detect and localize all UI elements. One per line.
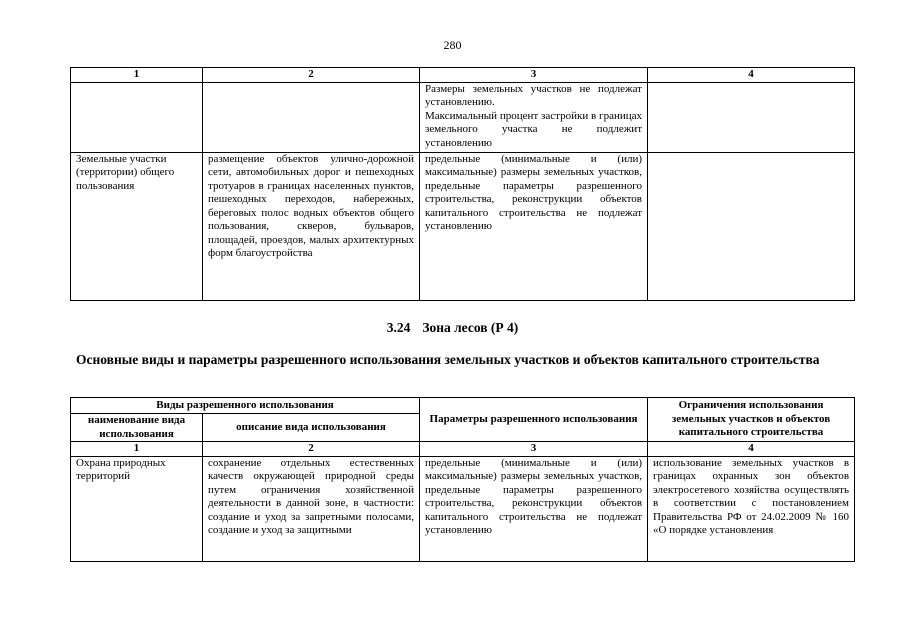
zone-table bbox=[70, 397, 855, 562]
header-restrictions: Ограничения использования земельных участков и объектов капитального строительства bbox=[648, 398, 855, 442]
header-row bbox=[71, 398, 855, 414]
cell-parameters bbox=[420, 456, 648, 561]
column-number-1: 1 bbox=[71, 68, 203, 83]
parameters-paragraph: Размеры земельных участков не подлежат установлению. bbox=[425, 82, 642, 108]
section-subheading: Основные виды и параметры разрешенного использования земельных участков и объектов капитального строительства bbox=[76, 352, 820, 367]
cell-use-description bbox=[203, 456, 420, 561]
parameters-paragraph: Максимальный процент застройки в границах земельного участка не подлежит установлению bbox=[425, 109, 642, 149]
cell-use-name: Земельные участки (территории) общего пользования bbox=[71, 152, 203, 300]
cell-parameters bbox=[420, 82, 648, 152]
cell-parameters: предельные (минимальные и (или) максимальные) размеры земельных участков, предельные параметры разрешенного строительства, реконструкции объектов капитального строительства не подлежат установлению bbox=[420, 152, 648, 300]
continued-table bbox=[70, 67, 855, 301]
cell-restrictions bbox=[648, 82, 855, 152]
table-row bbox=[71, 456, 855, 561]
column-number-row bbox=[71, 442, 855, 457]
column-number-2: 2 bbox=[203, 442, 420, 457]
restrictions-text: использование земельных участков в границах охранных зон объектов электросетевого хозяйства осуществлять в соответствии с постановлением Правительства РФ от 24.02.2009 № 160 «О порядке установления bbox=[653, 456, 850, 536]
column-number-row bbox=[71, 68, 855, 83]
header-use-description: описание вида использования bbox=[203, 414, 420, 442]
column-number-3: 3 bbox=[420, 442, 648, 457]
column-number-2: 2 bbox=[203, 68, 420, 83]
section-title bbox=[0, 320, 905, 336]
column-number-1: 1 bbox=[71, 442, 203, 457]
cell-use-name: Охрана природных территорий bbox=[71, 456, 203, 561]
column-number-3: 3 bbox=[420, 68, 648, 83]
section-number: 3.24 bbox=[386, 320, 411, 335]
cell-use-description bbox=[203, 82, 420, 152]
table-row bbox=[71, 152, 855, 300]
parameters-text: предельные (минимальные и (или) максимальные) размеры земельных участков, предельные параметры разрешенного строительства, реконструкции объектов капитального строительства не подлежат установлению bbox=[425, 456, 643, 536]
cell-restrictions bbox=[648, 456, 855, 561]
page-number: 280 bbox=[443, 38, 462, 52]
header-use-name: наименование вида использования bbox=[71, 414, 203, 442]
cell-restrictions bbox=[648, 152, 855, 300]
cell-use-description: размещение объектов улично-дорожной сети, автомобильных дорог и пешеходных тротуаров в границах населенных пунктов, пешеходных переходов, набережных, береговых полос водных объектов общего пользования, скверов, бульваров, площадей, проездов, малых архитектурных форм благоустройства bbox=[203, 152, 420, 300]
section-name: Зона лесов (Р 4) bbox=[422, 320, 519, 335]
cell-use-name bbox=[71, 82, 203, 152]
column-number-4: 4 bbox=[648, 68, 855, 83]
table-row bbox=[71, 82, 855, 152]
header-use-types: Виды разрешенного использования bbox=[71, 398, 420, 414]
column-number-4: 4 bbox=[648, 442, 855, 457]
description-text: сохранение отдельных естественных качеств окружающей природной среды путем ограничения хозяйственной деятельности в данной зоне, в частности: создание и уход за запретными полосами, создание и уход за защитными bbox=[208, 456, 415, 536]
header-parameters: Параметры разрешенного использования bbox=[420, 398, 648, 442]
